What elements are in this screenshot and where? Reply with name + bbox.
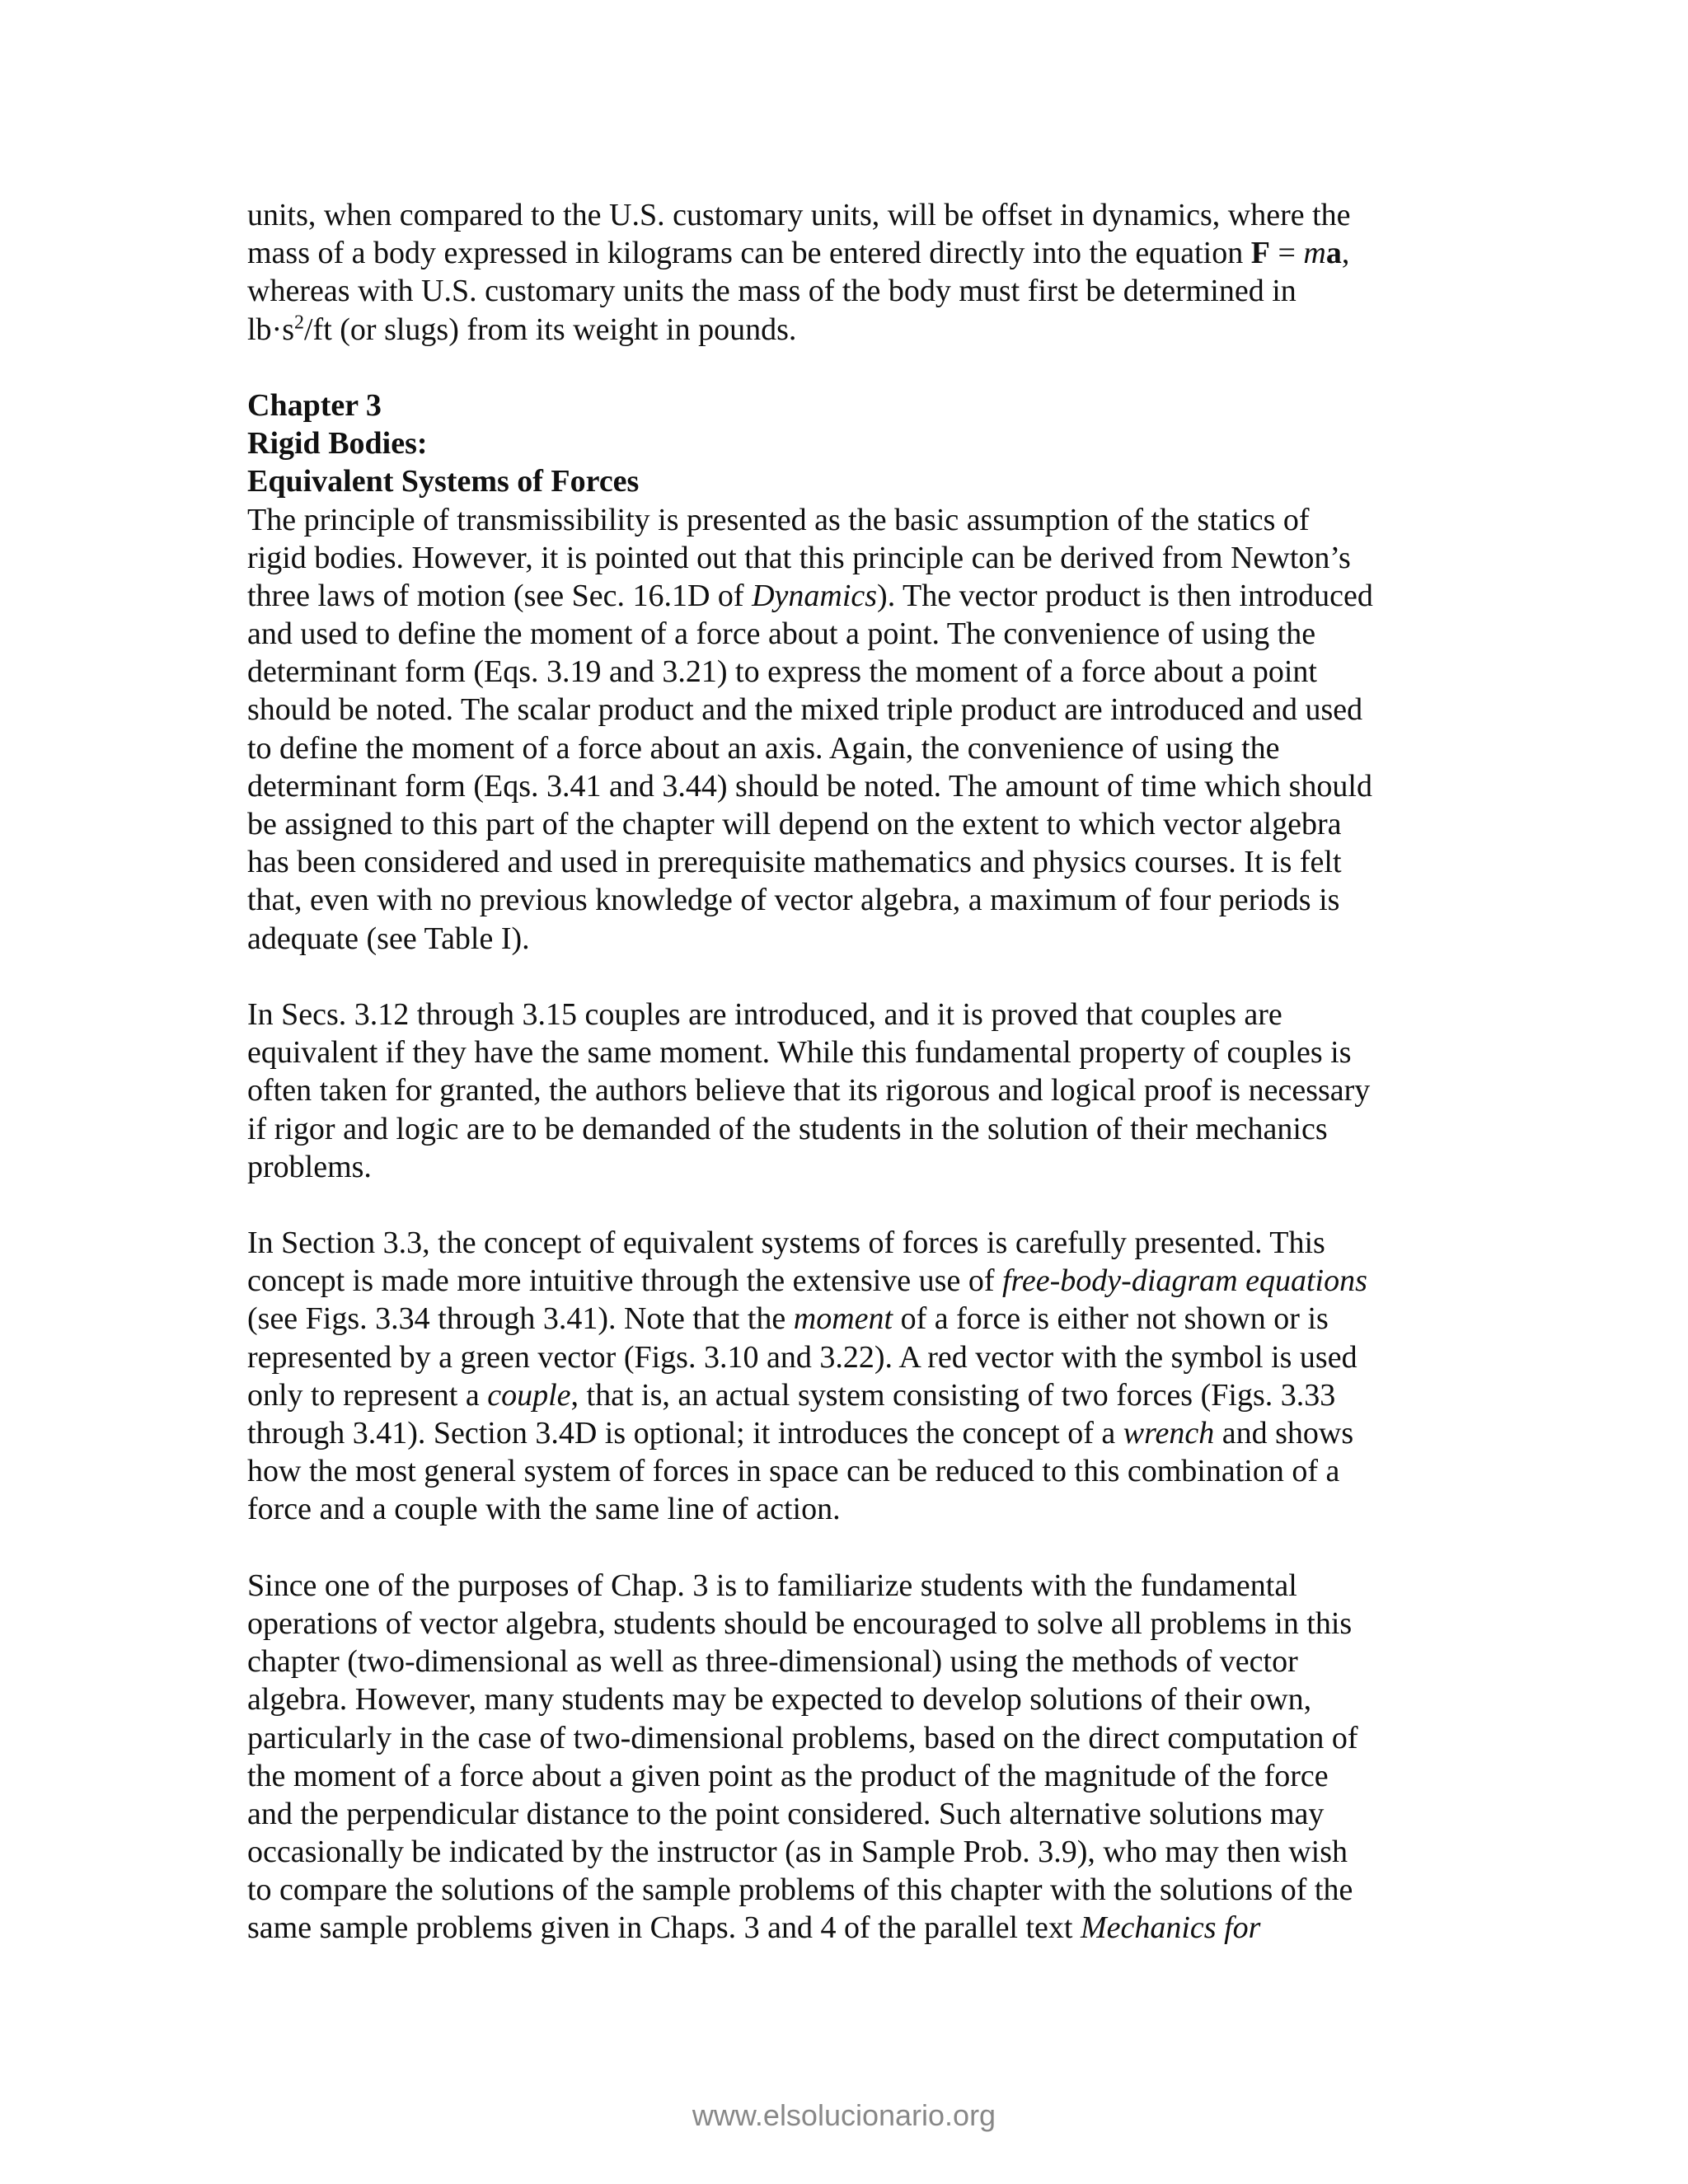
paragraph-line: Since one of the purposes of Chap. 3 is to familiarize students with the fundamental: [247, 1568, 1297, 1603]
paragraph-line: force and a couple with the same line of action.: [247, 1492, 841, 1527]
document-body: [247, 196, 1451, 1947]
paragraph-line: represented by a green vector (Figs. 3.10 and 3.22). A red vector with the symbol is used: [247, 1339, 1357, 1375]
paragraph-line: has been considered and used in prerequisite mathematics and physics courses. It is felt: [247, 845, 1342, 880]
chapter-title: Rigid Bodies:: [247, 426, 428, 462]
paragraph-line: to define the moment of a force about an axis. Again, the convenience of using the: [247, 730, 1280, 766]
paragraph-line: same sample problems given in Chaps. 3 and 4 of the parallel text Mechanics for: [247, 1910, 1261, 1946]
chapter-subtitle: Equivalent Systems of Forces: [247, 464, 640, 499]
intro-line: whereas with U.S. customary units the mass of the body must first be determined in: [247, 274, 1296, 309]
paragraph-line: only to represent a couple, that is, an actual system consisting of two forces (Figs. 3.33: [247, 1377, 1336, 1413]
paragraph-line: chapter (two-dimensional as well as three-dimensional) using the methods of vector: [247, 1644, 1298, 1680]
paragraph-line: algebra. However, many students may be expected to develop solutions of their own,: [247, 1682, 1312, 1718]
paragraph-line: concept is made more intuitive through the extensive use of free-body-diagram equations: [247, 1263, 1367, 1299]
paragraph-line: The principle of transmissibility is presented as the basic assumption of the statics of: [247, 502, 1310, 537]
paragraph-line: that, even with no previous knowledge of vector algebra, a maximum of four periods is: [247, 883, 1340, 918]
paragraph-line: equivalent if they have the same moment. While this fundamental property of couples is: [247, 1035, 1352, 1071]
paragraph-line: often taken for granted, the authors believe that its rigorous and logical proof is necessary: [247, 1073, 1371, 1108]
paragraph-line: In Section 3.3, the concept of equivalent systems of forces is carefully presented. This: [247, 1226, 1325, 1261]
intro-line: $lb\cdot s^2/ft$ (or slugs) from its weight in pounds.: [247, 311, 797, 347]
paragraph-line: and the perpendicular distance to the point considered. Such alternative solutions may: [247, 1796, 1325, 1831]
paragraph-line: if rigor and logic are to be demanded of the students in the solution of their mechanics: [247, 1111, 1328, 1146]
paragraph-line: three laws of motion (see Sec. 16.1D of Dynamics). The vector product is then introduced: [247, 578, 1373, 613]
paragraph-line: problems.: [247, 1149, 372, 1184]
paragraph-line: to compare the solutions of the sample problems of this chapter with the solutions of the: [247, 1872, 1353, 1908]
paragraph-line: determinant form (Eqs. 3.41 and 3.44) should be noted. The amount of time which should: [247, 768, 1372, 804]
paragraph-line: determinant form (Eqs. 3.19 and 3.21) to express the moment of a force about a point: [247, 654, 1317, 690]
paragraph-line: adequate (see Table I).: [247, 921, 530, 956]
paragraph-line: through 3.41). Section 3.4D is optional; it introduces the concept of a wrench and shows: [247, 1416, 1354, 1451]
paragraph-line: and used to define the moment of a force about a point. The convenience of using the: [247, 616, 1316, 652]
paragraph-line: (see Figs. 3.34 through 3.41). Note that the moment of a force is either not shown or is: [247, 1301, 1329, 1337]
paragraph-line: rigid bodies. However, it is pointed out that this principle can be derived from Newton’s: [247, 540, 1351, 575]
paragraph-line: should be noted. The scalar product and the mixed triple product are introduced and used: [247, 692, 1363, 728]
intro-line: mass of a body expressed in kilograms can be entered directly into the equation F = ma,: [247, 236, 1350, 271]
paragraph-line: how the most general system of forces in space can be reduced to this combination of a: [247, 1454, 1340, 1489]
intro-line: units, when compared to the U.S. customary units, will be offset in dynamics, where the: [247, 198, 1351, 232]
paragraph-line: In Secs. 3.12 through 3.15 couples are introduced, and it is proved that couples are: [247, 996, 1282, 1032]
paragraph-line: occasionally be indicated by the instructor (as in Sample Prob. 3.9), who may then wish: [247, 1835, 1348, 1870]
footer-url[interactable]: www.elsolucionario.org: [692, 2098, 996, 2132]
paragraph-line: particularly in the case of two-dimensional problems, based on the direct computation of: [247, 1720, 1358, 1755]
paragraph-line: the moment of a force about a given point as the product of the magnitude of the force: [247, 1758, 1329, 1793]
paragraph-line: operations of vector algebra, students should be encouraged to solve all problems in this: [247, 1605, 1353, 1641]
paragraph-line: be assigned to this part of the chapter will depend on the extent to which vector algebra: [247, 807, 1342, 841]
chapter-number: Chapter 3: [247, 387, 382, 423]
